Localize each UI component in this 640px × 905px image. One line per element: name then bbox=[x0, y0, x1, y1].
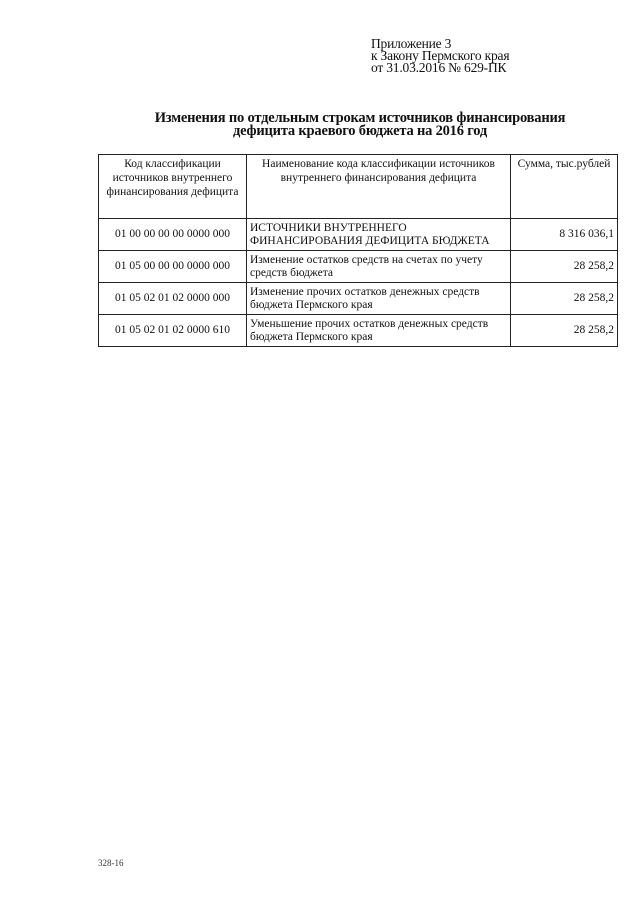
row-amount: 8 316 036,1 bbox=[511, 219, 618, 251]
row-amount: 28 258,2 bbox=[511, 251, 618, 283]
header-amount: Сумма, тыс.рублей bbox=[511, 155, 618, 219]
table-row bbox=[99, 315, 618, 347]
row-code: 01 05 02 01 02 0000 000 bbox=[99, 283, 247, 315]
table-row bbox=[99, 283, 618, 315]
row-code: 01 05 02 01 02 0000 610 bbox=[99, 315, 247, 347]
row-code: 01 05 00 00 00 0000 000 bbox=[99, 251, 247, 283]
header-code: Код классификации источников внутреннего финансирования дефицита bbox=[99, 155, 247, 219]
appendix-number: Приложение 3 bbox=[371, 36, 452, 51]
title-line-1: Изменения по отдельным строкам источников финансирования bbox=[154, 110, 566, 126]
table-row bbox=[99, 251, 618, 283]
row-name: Изменение прочих остатков денежных средств бюджета Пермского края bbox=[247, 283, 511, 315]
row-name: ИСТОЧНИКИ ВНУТРЕННЕГО ФИНАНСИРОВАНИЯ ДЕФИЦИТА БЮДЖЕТА bbox=[247, 219, 511, 251]
row-amount: 28 258,2 bbox=[511, 315, 618, 347]
table-header-row bbox=[99, 155, 618, 219]
row-code: 01 00 00 00 00 0000 000 bbox=[99, 219, 247, 251]
appendix-header bbox=[371, 38, 509, 74]
document-title bbox=[100, 112, 620, 138]
row-name: Изменение остатков средств на счетах по учету средств бюджета bbox=[247, 251, 511, 283]
row-amount: 28 258,2 bbox=[511, 283, 618, 315]
header-name: Наименование кода классификации источников внутреннего финансирования дефицита bbox=[247, 155, 511, 219]
document-footer-code: 328-16 bbox=[98, 858, 124, 868]
appendix-law-ref: к Закону Пермского края bbox=[371, 48, 510, 63]
table-row bbox=[99, 219, 618, 251]
row-name: Уменьшение прочих остатков денежных средств бюджета Пермского края bbox=[247, 315, 511, 347]
appendix-law-date: от 31.03.2016 № 629-ПК bbox=[371, 60, 507, 75]
financing-sources-table bbox=[98, 154, 618, 347]
title-line-2: дефицита краевого бюджета на 2016 год bbox=[232, 123, 488, 139]
